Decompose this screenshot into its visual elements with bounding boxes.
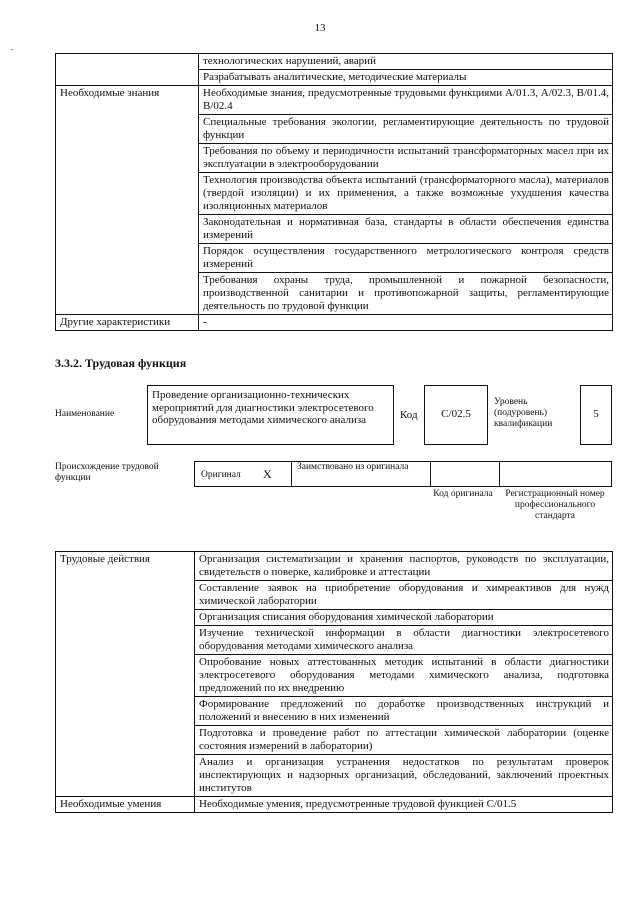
code-box: С/02.5 [424,385,488,445]
origin-label: Происхождение трудовой функции [55,462,159,483]
table-cell: Законодательная и нормативная база, стандарты в области обеспечения единства измерений [199,215,613,244]
table-cell: Требования по объему и периодичности испытаний трансформаторных масел при их эксплуатации в электрооборудовании [199,144,613,173]
borrowed-label: Заимствовано из оригинала [297,462,409,472]
cell-divider [430,462,431,486]
cell-divider [499,462,500,486]
original-mark: X [263,467,272,481]
level-label: Уровень (подуровень) квалификации [494,397,553,429]
row-label [56,54,199,86]
table-cell: Организация списания оборудования химической лаборатории [195,610,613,626]
table-cell: - [199,315,613,331]
row-label: Необходимые умения [56,797,195,813]
table-cell: Изучение технической информации в области диагностики электросетевого оборудования методами химического анализа [195,626,613,655]
table-cell: Требования охраны труда, промышленной и пожарной безопасности, производственной санитарии и противопожарной защиты, регламентирующие деятельность по трудовой функции [199,273,613,315]
code-caption: Код оригинала [433,489,493,499]
table-cell: Разрабатывать аналитические, методические материалы [199,70,613,86]
section-heading: 3.3.2. Трудовая функция [55,356,187,370]
table-cell: Составление заявок на приобретение оборудования и химреактивов для нужд химической лаборатории [195,581,613,610]
table-cell: технологических нарушений, аварий [199,54,613,70]
table-cell: Порядок осуществления государственного метрологического контроля средств измерений [199,244,613,273]
page-number: 13 [314,22,326,34]
table-cell: Специальные требования экологии, регламентирующие деятельность по трудовой функции [199,115,613,144]
table-cell: Формирование предложений по доработке производственных инструкций и положений и внесению в них изменений [195,697,613,726]
row-label: Трудовые действия [56,552,195,797]
table-cell: Организация систематизации и хранения паспортов, руководств по эксплуатации, свидетельств о поверке, калибровке и аттестации [195,552,613,581]
table-cell: Опробование новых аттестованных методик испытаний в области диагностики электросетевого оборудования методами химического анализа, подготовка предложений по их внедрению [195,655,613,697]
table-cell: Необходимые знания, предусмотренные трудовыми функциями А/01.3, А/02.3, В/01.4, В/02.4 [199,86,613,115]
level-box: 5 [580,385,612,445]
table-cell: Анализ и организация устранения недостатков по результатам проверок инспектирующих и надзорных организаций, обследований, заключений проектных институтов [195,755,613,797]
table-cell: Технология производства объекта испытаний (трансформаторного масла), материалов (твердой изоляции) и их применения, а также возможные ухудшения качества изоляционных материалов [199,173,613,215]
original-label: Оригинал [201,470,241,480]
table-cell: Подготовка и проведение работ по аттестации химической лаборатории (оценке состояния измерений в лаборатории) [195,726,613,755]
registration-caption: Регистрационный номер профессионального стандарта [505,489,605,521]
row-label: Другие характеристики [56,315,199,331]
row-label: Необходимые знания [56,86,199,315]
actions-table [55,551,613,813]
requirements-table [55,53,613,331]
code-label: Код [400,409,418,421]
cell-divider [291,462,292,486]
margin-mark: - [10,44,13,54]
function-name-box: Проведение организационно-технических мероприятий для диагностики электросетевого оборудования методами химического анализа [147,385,394,445]
name-label: Наименование [55,409,115,419]
table-cell: Необходимые умения, предусмотренные трудовой функцией С/01.5 [195,797,613,813]
